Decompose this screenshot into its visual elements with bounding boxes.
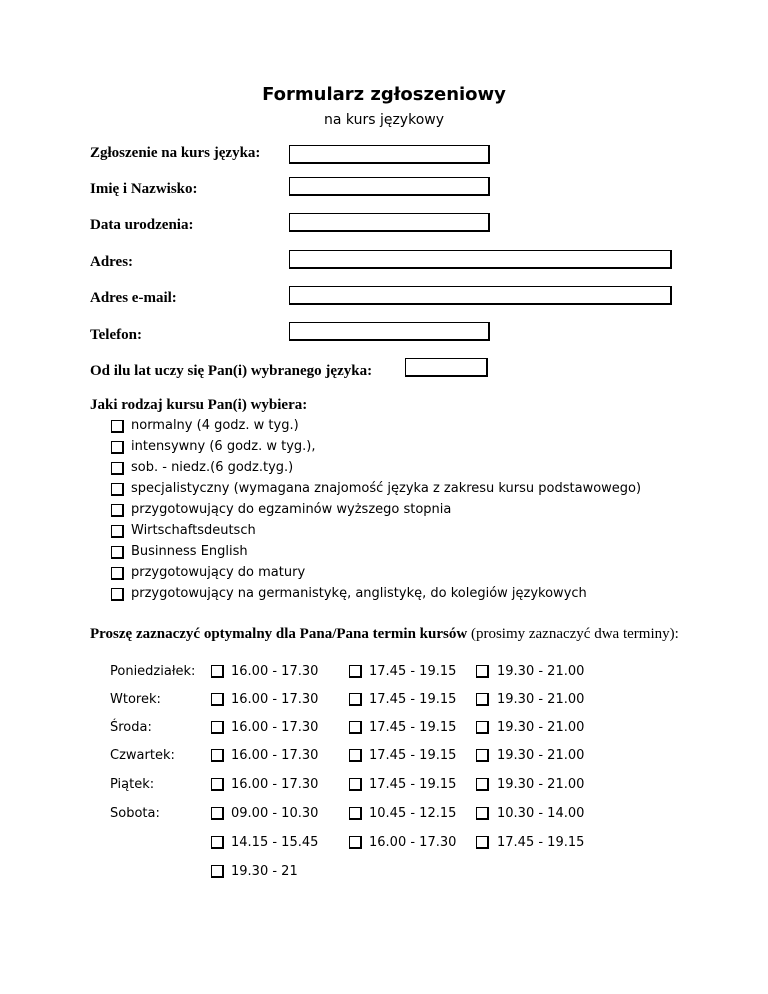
full-name-field[interactable] <box>289 177 490 196</box>
course-option-checkbox[interactable] <box>111 462 124 475</box>
time-slot-label: 19.30 - 21.00 <box>497 748 585 763</box>
time-slot-checkbox[interactable] <box>476 807 489 820</box>
address-label: Adres: <box>90 254 134 270</box>
course-option-label: przygotowujący na germanistykę, anglistykę, do kolegiów językowych <box>131 586 587 601</box>
course-option-label: Wirtschaftsdeutsch <box>131 523 256 538</box>
time-slot-checkbox[interactable] <box>211 778 224 791</box>
course-option-checkbox[interactable] <box>111 483 124 496</box>
time-slot-checkbox[interactable] <box>349 749 362 762</box>
time-slot-label: 19.30 - 21.00 <box>497 777 585 792</box>
years-learning-label: Od ilu lat uczy się Pan(i) wybranego języka: <box>90 363 373 379</box>
time-slot-label: 09.00 - 10.30 <box>231 806 319 821</box>
phone-label: Telefon: <box>90 327 142 343</box>
day-label: Wtorek: <box>110 692 161 707</box>
course-option-label: Businness English <box>131 544 248 559</box>
time-slot-label: 19.30 - 21.00 <box>497 720 585 735</box>
course-language-label: Zgłoszenie na kurs języka: <box>90 145 261 161</box>
time-slot-checkbox[interactable] <box>349 693 362 706</box>
course-option-label: przygotowujący do egzaminów wyższego stopnia <box>131 502 452 517</box>
time-slot-checkbox[interactable] <box>476 721 489 734</box>
form-subtitle: na kurs językowy <box>324 112 444 128</box>
phone-field[interactable] <box>289 322 490 341</box>
course-option-checkbox[interactable] <box>111 504 124 517</box>
time-slot-label: 16.00 - 17.30 <box>231 777 319 792</box>
time-slot-checkbox[interactable] <box>211 865 224 878</box>
course-language-field[interactable] <box>289 145 490 164</box>
time-slot-checkbox[interactable] <box>211 836 224 849</box>
day-label: Środa: <box>110 720 152 735</box>
time-slot-checkbox[interactable] <box>349 721 362 734</box>
schedule-instructions-rest: (prosimy zaznaczyć dwa terminy): <box>467 626 679 642</box>
day-label: Czwartek: <box>110 748 175 763</box>
time-slot-label: 17.45 - 19.15 <box>497 835 585 850</box>
time-slot-checkbox[interactable] <box>476 778 489 791</box>
time-slot-label: 10.30 - 14.00 <box>497 806 585 821</box>
course-option-checkbox[interactable] <box>111 588 124 601</box>
full-name-label: Imię i Nazwisko: <box>90 181 198 197</box>
email-label: Adres e-mail: <box>90 290 177 306</box>
day-label: Poniedziałek: <box>110 664 196 679</box>
time-slot-checkbox[interactable] <box>211 749 224 762</box>
course-option-checkbox[interactable] <box>111 525 124 538</box>
course-option-label: normalny (4 godz. w tyg.) <box>131 418 299 433</box>
email-field[interactable] <box>289 286 672 305</box>
schedule-instructions-bold: Proszę zaznaczyć optymalny dla Pana/Pana termin kursów <box>90 626 468 642</box>
course-option-label: przygotowujący do matury <box>131 565 306 580</box>
course-option-checkbox[interactable] <box>111 420 124 433</box>
time-slot-checkbox[interactable] <box>476 665 489 678</box>
time-slot-checkbox[interactable] <box>349 807 362 820</box>
time-slot-label: 17.45 - 19.15 <box>369 748 457 763</box>
course-option-label: sob. - niedz.(6 godz.tyg.) <box>131 460 294 475</box>
time-slot-checkbox[interactable] <box>349 836 362 849</box>
time-slot-label: 16.00 - 17.30 <box>231 664 319 679</box>
time-slot-checkbox[interactable] <box>211 721 224 734</box>
time-slot-label: 16.00 - 17.30 <box>231 748 319 763</box>
time-slot-label: 16.00 - 17.30 <box>369 835 457 850</box>
time-slot-checkbox[interactable] <box>211 665 224 678</box>
time-slot-label: 19.30 - 21.00 <box>497 664 585 679</box>
time-slot-checkbox[interactable] <box>476 836 489 849</box>
time-slot-label: 14.15 - 15.45 <box>231 835 319 850</box>
time-slot-label: 19.30 - 21.00 <box>497 692 585 707</box>
day-label: Sobota: <box>110 806 160 821</box>
time-slot-label: 17.45 - 19.15 <box>369 777 457 792</box>
time-slot-checkbox[interactable] <box>476 749 489 762</box>
time-slot-label: 10.45 - 12.15 <box>369 806 457 821</box>
time-slot-label: 17.45 - 19.15 <box>369 664 457 679</box>
birth-date-field[interactable] <box>289 213 490 232</box>
years-learning-field[interactable] <box>405 358 488 377</box>
time-slot-checkbox[interactable] <box>349 665 362 678</box>
time-slot-label: 17.45 - 19.15 <box>369 720 457 735</box>
time-slot-label: 16.00 - 17.30 <box>231 692 319 707</box>
time-slot-label: 16.00 - 17.30 <box>231 720 319 735</box>
time-slot-checkbox[interactable] <box>211 693 224 706</box>
address-field[interactable] <box>289 250 672 269</box>
time-slot-checkbox[interactable] <box>476 693 489 706</box>
schedule-instructions <box>90 625 680 643</box>
course-type-heading: Jaki rodzaj kursu Pan(i) wybiera: <box>90 397 308 413</box>
birth-date-label: Data urodzenia: <box>90 217 194 233</box>
course-option-label: specjalistyczny (wymagana znajomość języka z zakresu kursu podstawowego) <box>131 481 642 496</box>
course-option-checkbox[interactable] <box>111 441 124 454</box>
day-label: Piątek: <box>110 777 155 792</box>
course-option-checkbox[interactable] <box>111 546 124 559</box>
form-title: Formularz zgłoszeniowy <box>262 84 506 105</box>
course-option-checkbox[interactable] <box>111 567 124 580</box>
time-slot-checkbox[interactable] <box>349 778 362 791</box>
course-option-label: intensywny (6 godz. w tyg.), <box>131 439 316 454</box>
time-slot-label: 19.30 - 21 <box>231 864 298 879</box>
time-slot-label: 17.45 - 19.15 <box>369 692 457 707</box>
time-slot-checkbox[interactable] <box>211 807 224 820</box>
